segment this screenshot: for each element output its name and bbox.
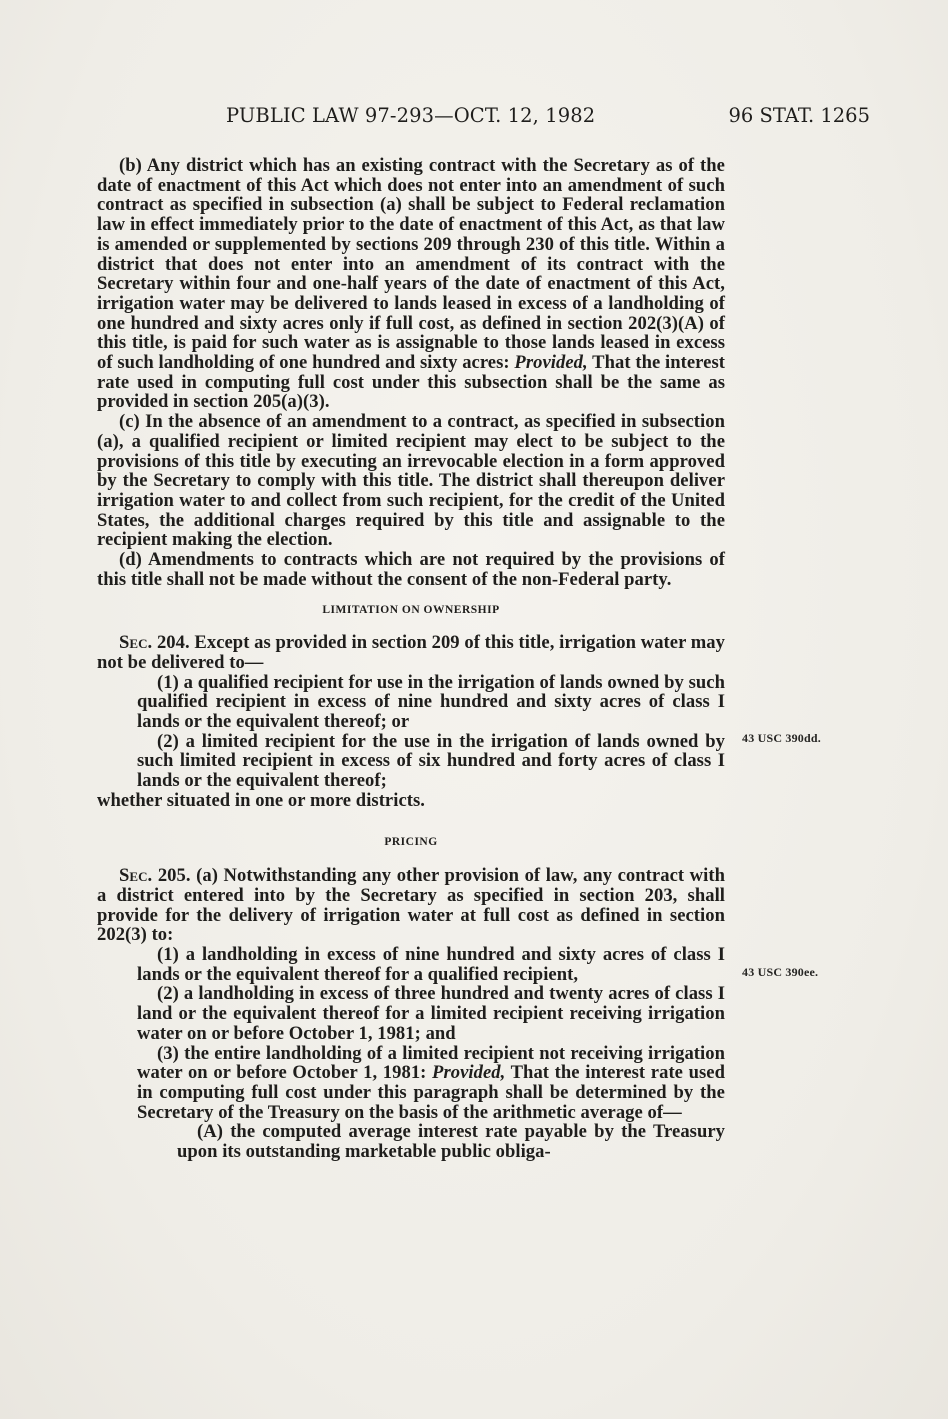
section-204-intro: Sec. 204. Except as provided in section 209 of this title, irrigation water may not be delivered to— <box>97 632 725 673</box>
page-title: PUBLIC LAW 97-293—OCT. 12, 1982 <box>226 104 596 127</box>
section-204-item-1: (1) a qualified recipient for use in the irrigation of lands owned by such qualified recipient in excess of nine hundred and sixty acres of class I lands or the equivalent thereof; or <box>137 671 725 732</box>
margin-citation-390ee: 43 USC 390ee. <box>742 965 819 979</box>
body-text <box>97 156 725 1162</box>
provided-italic: Provided, <box>514 352 588 374</box>
section-204-heading: LIMITATION ON OWNERSHIP <box>322 604 500 617</box>
section-205-intro: Sec. 205. (a) Notwithstanding any other provision of law, any contract with a district entered into by the Secretary as specified in section 203, shall provide for the delivery of irrigation water at full cost as defined in section 202(3) to: <box>97 865 725 946</box>
section-205-item-a: (A) the computed average interest rate payable by the Treasury upon its outstanding marketable public obliga- <box>177 1121 725 1163</box>
section-204-item-2: (2) a limited recipient for the use in the irrigation of lands owned by such limited recipient in excess of six hundred and forty acres of class I lands or the equivalent thereof; <box>137 730 725 792</box>
sec-label: Sec. <box>119 632 153 654</box>
section-205-item-2: (2) a landholding in excess of three hundred and twenty acres of class I land or the equivalent thereof for a limited recipient receiving irrigation water on or before October 1, 1981; and <box>137 983 725 1044</box>
paragraph-b: (b) Any district which has an existing contract with the Secretary as of the date of enactment of this Act which does not enter into an amendment of such contract as specified in subsection (a) shall be subject to Federal reclamation law in effect immediately prior to the date of enactment of this Act, as that law is amended or supplemented by sections 209 through 230 of this title. Within a district that does not enter into an amendment of its contract with the Secretary within four and one-half years of the date of enactment of this Act, irrigation water may be delivered to lands leased in excess of a landholding of one hundred and sixty acres only if full cost, as defined in section 202(3)(A) of this title, is paid for such water as is assignable to those lands leased in excess of such landholding of one hundred and sixty acres: Provided, That the interest rate used in computing full cost under this subsection shall be the same as provided in section 205(a)(3). <box>97 155 725 413</box>
paragraph-d: (d) Amendments to contracts which are not required by the provisions of this title shall not be made without the consent of the non-Federal party. <box>97 549 725 590</box>
provided-italic: Provided, <box>432 1062 506 1084</box>
section-204-closing: whether situated in one or more districts. <box>97 789 425 811</box>
running-head <box>96 104 870 136</box>
paragraph-c: (c) In the absence of an amendment to a contract, as specified in subsection (a), a qualified recipient or limited recipient may elect to be subject to the provisions of this title by executing an irrevocable election in a form approved by the Secretary to comply with this title. The district shall thereupon deliver irrigation water to and collect from such recipient, for the credit of the United States, the additional charges required by this title and assignable to the recipient making the election. <box>97 411 725 551</box>
section-205-heading: PRICING <box>384 835 438 848</box>
sec-label: Sec. <box>119 865 153 887</box>
section-205-item-1: (1) a landholding in excess of nine hundred and sixty acres of class I lands or the equivalent thereof for a qualified recipient, <box>137 944 725 985</box>
statute-page-number: 96 STAT. 1265 <box>728 104 870 127</box>
margin-citation-390dd: 43 USC 390dd. <box>742 731 821 745</box>
section-205-item-3: (3) the entire landholding of a limited recipient not receiving irrigation water on or before October 1, 1981: Provided, That the interest rate used in computing full cost under this paragraph shall be determined by the Secretary of the Treasury on the basis of the arithmetic average of— <box>137 1042 725 1123</box>
